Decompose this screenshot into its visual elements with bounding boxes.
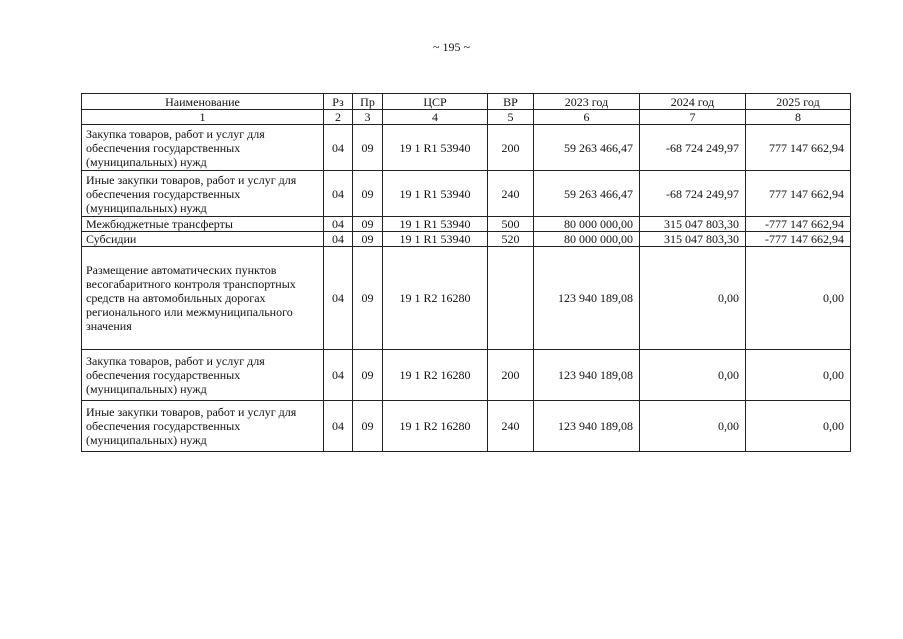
row-name: Межбюджетные трансферты	[82, 217, 324, 232]
row-2025: 777 147 662,94	[746, 125, 851, 171]
row-2024: -68 724 249,97	[640, 125, 746, 171]
row-2023: 123 940 189,08	[534, 401, 640, 452]
col-number: 8	[746, 110, 851, 125]
row-vr: 240	[488, 401, 534, 452]
header-2023: 2023 год	[534, 94, 640, 110]
row-rz: 04	[324, 350, 353, 401]
row-csr: 19 1 R2 16280	[383, 401, 488, 452]
row-name: Иные закупки товаров, работ и услуг для обеспечения государственных (муниципальных) нужд	[82, 401, 324, 452]
row-csr: 19 1 R1 53940	[383, 232, 488, 247]
row-2023: 80 000 000,00	[534, 232, 640, 247]
row-rz: 04	[324, 232, 353, 247]
row-2025: 777 147 662,94	[746, 171, 851, 217]
row-rz: 04	[324, 217, 353, 232]
header-rz: Рз	[324, 94, 353, 110]
table-row	[82, 247, 851, 350]
row-name: Закупка товаров, работ и услуг для обеспечения государственных (муниципальных) нужд	[82, 350, 324, 401]
column-number-row	[82, 110, 851, 125]
budget-table	[81, 93, 851, 452]
header-row	[82, 94, 851, 110]
row-csr: 19 1 R1 53940	[383, 125, 488, 171]
row-rz: 04	[324, 247, 353, 350]
table-row	[82, 232, 851, 247]
row-rz: 04	[324, 171, 353, 217]
row-2023: 123 940 189,08	[534, 247, 640, 350]
row-csr: 19 1 R1 53940	[383, 217, 488, 232]
row-2024: -68 724 249,97	[640, 171, 746, 217]
row-pr: 09	[353, 350, 383, 401]
table-row	[82, 217, 851, 232]
row-pr: 09	[353, 247, 383, 350]
row-vr	[488, 247, 534, 350]
row-2023: 123 940 189,08	[534, 350, 640, 401]
table-row	[82, 401, 851, 452]
row-vr: 200	[488, 125, 534, 171]
row-pr: 09	[353, 125, 383, 171]
header-pr: Пр	[353, 94, 383, 110]
row-pr: 09	[353, 232, 383, 247]
col-number: 4	[383, 110, 488, 125]
row-2024: 315 047 803,30	[640, 232, 746, 247]
row-vr: 240	[488, 171, 534, 217]
row-2025: 0,00	[746, 247, 851, 350]
header-2025: 2025 год	[746, 94, 851, 110]
row-vr: 200	[488, 350, 534, 401]
row-2025: -777 147 662,94	[746, 232, 851, 247]
row-2023: 80 000 000,00	[534, 217, 640, 232]
row-2025: 0,00	[746, 350, 851, 401]
page-number: ~ 195 ~	[433, 40, 470, 54]
header-2024: 2024 год	[640, 94, 746, 110]
header-vr: ВР	[488, 94, 534, 110]
table-row	[82, 125, 851, 171]
col-number: 3	[353, 110, 383, 125]
row-pr: 09	[353, 401, 383, 452]
row-name: Иные закупки товаров, работ и услуг для обеспечения государственных (муниципальных) нужд	[82, 171, 324, 217]
row-vr: 500	[488, 217, 534, 232]
row-name: Размещение автоматических пунктов весогабаритного контроля транспортных средств на автомобильных дорогах регионального или межмуниципального значения	[82, 247, 324, 350]
row-2025: -777 147 662,94	[746, 217, 851, 232]
row-pr: 09	[353, 217, 383, 232]
row-2023: 59 263 466,47	[534, 125, 640, 171]
col-number: 5	[488, 110, 534, 125]
col-number: 7	[640, 110, 746, 125]
header-name: Наименование	[82, 94, 324, 110]
row-2024: 0,00	[640, 247, 746, 350]
row-2024: 315 047 803,30	[640, 217, 746, 232]
row-csr: 19 1 R1 53940	[383, 171, 488, 217]
row-vr: 520	[488, 232, 534, 247]
col-number: 1	[82, 110, 324, 125]
row-2023: 59 263 466,47	[534, 171, 640, 217]
table-row	[82, 171, 851, 217]
row-rz: 04	[324, 401, 353, 452]
row-rz: 04	[324, 125, 353, 171]
col-number: 6	[534, 110, 640, 125]
header-csr: ЦСР	[383, 94, 488, 110]
row-name: Закупка товаров, работ и услуг для обеспечения государственных (муниципальных) нужд	[82, 125, 324, 171]
row-name: Субсидии	[82, 232, 324, 247]
row-2025: 0,00	[746, 401, 851, 452]
row-csr: 19 1 R2 16280	[383, 350, 488, 401]
row-csr: 19 1 R2 16280	[383, 247, 488, 350]
row-2024: 0,00	[640, 350, 746, 401]
col-number: 2	[324, 110, 353, 125]
row-2024: 0,00	[640, 401, 746, 452]
row-pr: 09	[353, 171, 383, 217]
table-row	[82, 350, 851, 401]
